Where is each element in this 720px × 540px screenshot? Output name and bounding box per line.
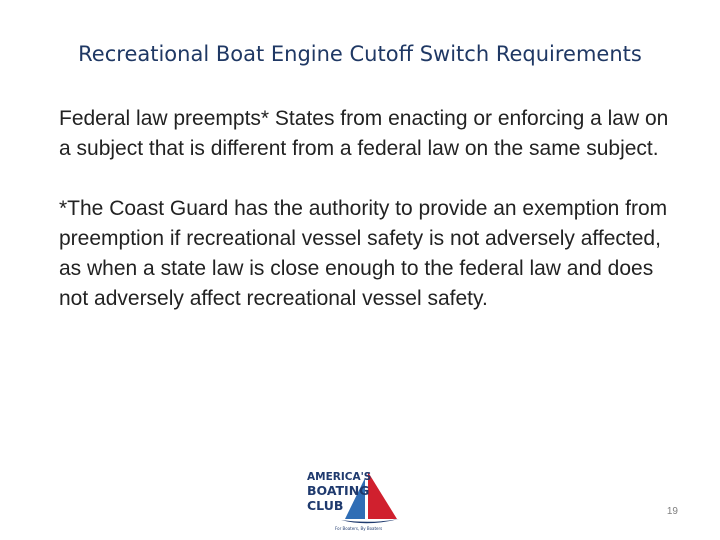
page-number: 19 <box>666 506 678 517</box>
americas-boating-club-logo <box>305 464 405 532</box>
body-paragraph-exemption: *The Coast Guard has the authority to provide an exemption from preemption if recreational vessel safety is not adversely affected, as when a state law is close enough to the federal law and does not adversely affect recreational vessel safety. <box>59 197 668 310</box>
logo-text-line-3: CLUB <box>307 498 344 513</box>
logo-graphic <box>305 464 405 532</box>
logo-text-line-1: AMERICA'S <box>307 471 372 483</box>
slide-title: Recreational Boat Engine Cutoff Switch Requirements <box>78 42 642 66</box>
logo-hull <box>341 519 399 523</box>
body-paragraph-preemption: Federal law preempts* States from enacting or enforcing a law on a subject that is different from a federal law on the same subject. <box>59 107 669 160</box>
logo-red-sail <box>368 472 397 519</box>
logo-text-line-2: BOATING <box>307 483 370 498</box>
logo-tagline: For Boaters, By Boaters <box>335 526 383 531</box>
slide-body <box>59 104 669 344</box>
